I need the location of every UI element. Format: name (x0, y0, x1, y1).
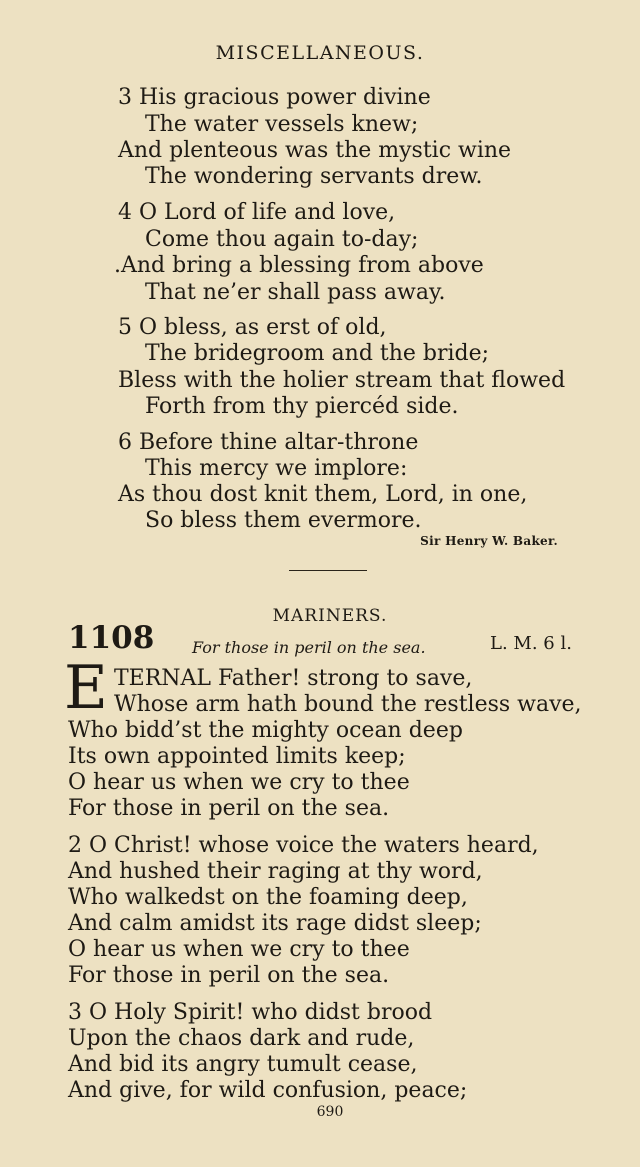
verse-line: 3 His gracious power divine (118, 85, 431, 110)
verse-line: This mercy we implore: (145, 456, 408, 481)
verse-line: Upon the chaos dark and rude, (68, 1026, 415, 1051)
running-head: MISCELLANEOUS. (215, 42, 425, 64)
author-attribution: Sir Henry W. Baker. (420, 534, 558, 548)
verse-line: And give, for wild confusion, peace; (68, 1078, 468, 1103)
verse-line: The wondering servants drew. (145, 164, 483, 189)
verse-line: 5 O bless, as erst of old, (118, 315, 387, 340)
verse-line: And calm amidst its rage didst sleep; (68, 911, 482, 936)
verse-line: 6 Before thine altar-throne (118, 430, 419, 455)
hymn-number: 1108 (68, 620, 155, 656)
verse-line: For those in peril on the sea. (68, 796, 390, 821)
verse-line: Its own appointed limits keep; (68, 744, 406, 769)
page-number: 690 (316, 1104, 344, 1120)
verse-line: The bridegroom and the bride; (145, 341, 490, 366)
verse-line: 2 O Christ! whose voice the waters heard, (68, 833, 539, 858)
verse-line: For those in peril on the sea. (68, 963, 390, 988)
verse-line: Who bidd’st the mighty ocean deep (68, 718, 463, 743)
verse-line: O hear us when we cry to thee (68, 937, 410, 962)
hymn-occasion: For those in peril on the sea. (192, 638, 426, 657)
verse-line: TERNAL Father! strong to save, (114, 666, 473, 691)
verse-line: Come thou again to-day; (145, 227, 419, 252)
verse-line: Forth from thy piercéd side. (145, 394, 459, 419)
verse-line: .And bring a blessing from above (114, 253, 484, 278)
section-heading: MARINERS. (272, 606, 388, 626)
verse-line: That ne’er shall pass away. (145, 280, 446, 305)
section-divider (289, 570, 367, 571)
verse-line: O hear us when we cry to thee (68, 770, 410, 795)
verse-line: So bless them evermore. (145, 508, 422, 533)
hymn-meter: L. M. 6 l. (490, 633, 572, 654)
verse-line: And hushed their raging at thy word, (68, 859, 483, 884)
verse-line: Whose arm hath bound the restless wave, (114, 692, 582, 717)
verse-line: 4 O Lord of life and love, (118, 200, 396, 225)
drop-cap: E (64, 653, 108, 723)
verse-line: 3 O Holy Spirit! who didst brood (68, 1000, 433, 1025)
verse-line: And bid its angry tumult cease, (68, 1052, 418, 1077)
verse-line: The water vessels knew; (145, 112, 419, 137)
verse-line: As thou dost knit them, Lord, in one, (118, 482, 528, 507)
verse-line: And plenteous was the mystic wine (118, 138, 512, 163)
verse-line: Who walkedst on the foaming deep, (68, 885, 468, 910)
verse-line: Bless with the holier stream that flowed (118, 368, 566, 393)
